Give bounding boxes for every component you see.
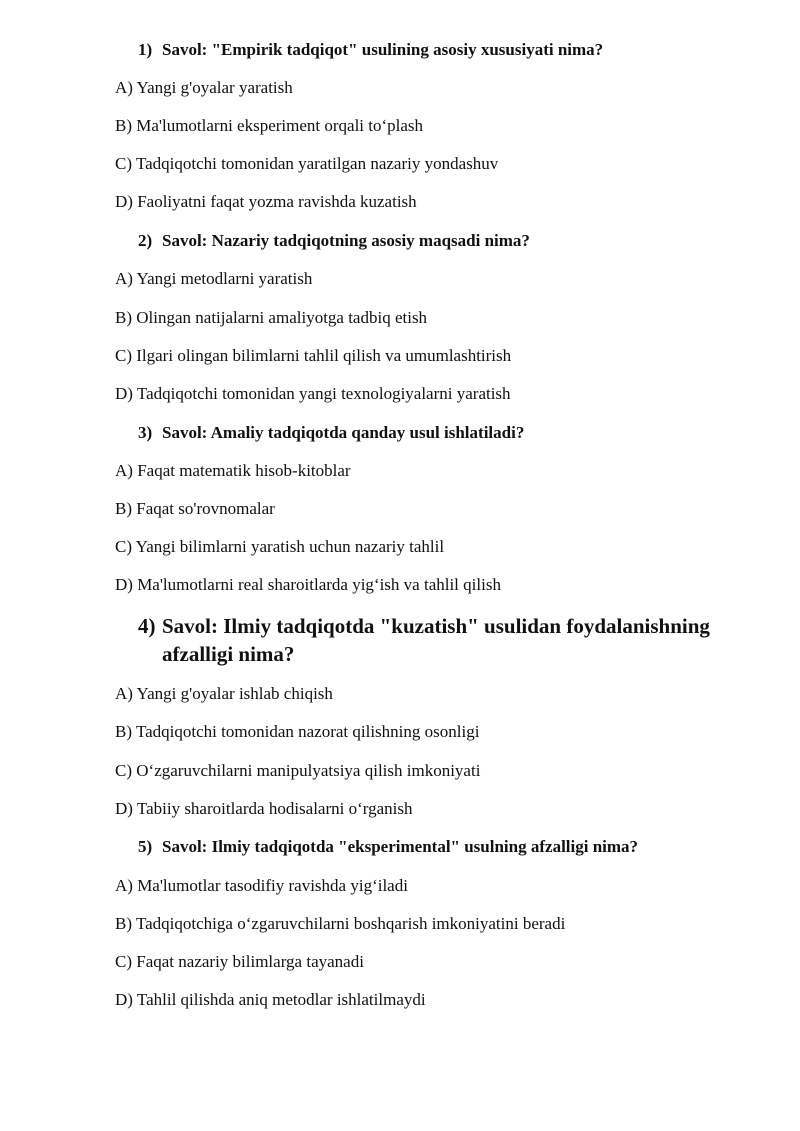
question-number: 3) xyxy=(138,423,153,442)
question-number: 4) xyxy=(138,614,156,638)
question-4-option-c: C) O‘zgaruvchilarni manipulyatsiya qilish imkoniyati xyxy=(115,761,481,780)
question-1-option-a: A) Yangi g'oyalar yaratish xyxy=(115,78,293,97)
question-2-heading xyxy=(138,231,530,251)
question-3-option-a: A) Faqat matematik hisob-kitoblar xyxy=(115,461,351,480)
question-number: 1) xyxy=(138,40,153,59)
question-text: Savol: "Empirik tadqiqot" usulining asosiy xususiyati nima? xyxy=(162,40,604,59)
question-3-option-d: D) Ma'lumotlarni real sharoitlarda yig‘ish va tahlil qilish xyxy=(115,575,501,594)
question-4-heading xyxy=(138,612,738,668)
question-text: Savol: Ilmiy tadqiqotda "eksperimental" usulning afzalligi nima? xyxy=(162,837,639,856)
question-text: Savol: Nazariy tadqiqotning asosiy maqsadi nima? xyxy=(162,231,530,250)
question-3-option-b: B) Faqat so'rovnomalar xyxy=(115,499,275,518)
question-1-heading xyxy=(138,40,603,60)
question-2-option-d: D) Tadqiqotchi tomonidan yangi texnologiyalarni yaratish xyxy=(115,384,511,403)
question-2-option-c: C) Ilgari olingan bilimlarni tahlil qilish va umumlashtirish xyxy=(115,346,512,365)
question-1-option-b: B) Ma'lumotlarni eksperiment orqali to‘plash xyxy=(115,116,424,135)
question-5-option-d: D) Tahlil qilishda aniq metodlar ishlatilmaydi xyxy=(115,990,426,1009)
question-1-option-c: C) Tadqiqotchi tomonidan yaratilgan nazariy yondashuv xyxy=(115,154,499,173)
question-text-line-1: Savol: Ilmiy tadqiqotda "kuzatish" usulidan foydalanishning xyxy=(162,614,710,638)
question-5-heading xyxy=(138,837,638,857)
question-number: 2) xyxy=(138,231,153,250)
question-text: Savol: Amaliy tadqiqotda qanday usul ishlatiladi? xyxy=(162,423,525,442)
question-3-option-c: C) Yangi bilimlarni yaratish uchun nazariy tahlil xyxy=(115,537,445,556)
question-5-option-a: A) Ma'lumotlar tasodifiy ravishda yig‘iladi xyxy=(115,876,408,895)
question-2-option-a: A) Yangi metodlarni yaratish xyxy=(115,269,313,288)
question-4-option-b: B) Tadqiqotchi tomonidan nazorat qilishning osonligi xyxy=(115,722,480,741)
question-5-option-c: C) Faqat nazariy bilimlarga tayanadi xyxy=(115,952,364,971)
question-1-option-d: D) Faoliyatni faqat yozma ravishda kuzatish xyxy=(115,192,417,211)
question-number: 5) xyxy=(138,837,153,856)
question-text-line-2: afzalligi nima? xyxy=(162,642,295,666)
question-2-option-b: B) Olingan natijalarni amaliyotga tadbiq etish xyxy=(115,308,428,327)
question-4-option-a: A) Yangi g'oyalar ishlab chiqish xyxy=(115,684,333,703)
question-3-heading xyxy=(138,423,524,443)
question-4-option-d: D) Tabiiy sharoitlarda hodisalarni o‘rganish xyxy=(115,799,413,818)
question-5-option-b: B) Tadqiqotchiga o‘zgaruvchilarni boshqarish imkoniyatini beradi xyxy=(115,914,566,933)
